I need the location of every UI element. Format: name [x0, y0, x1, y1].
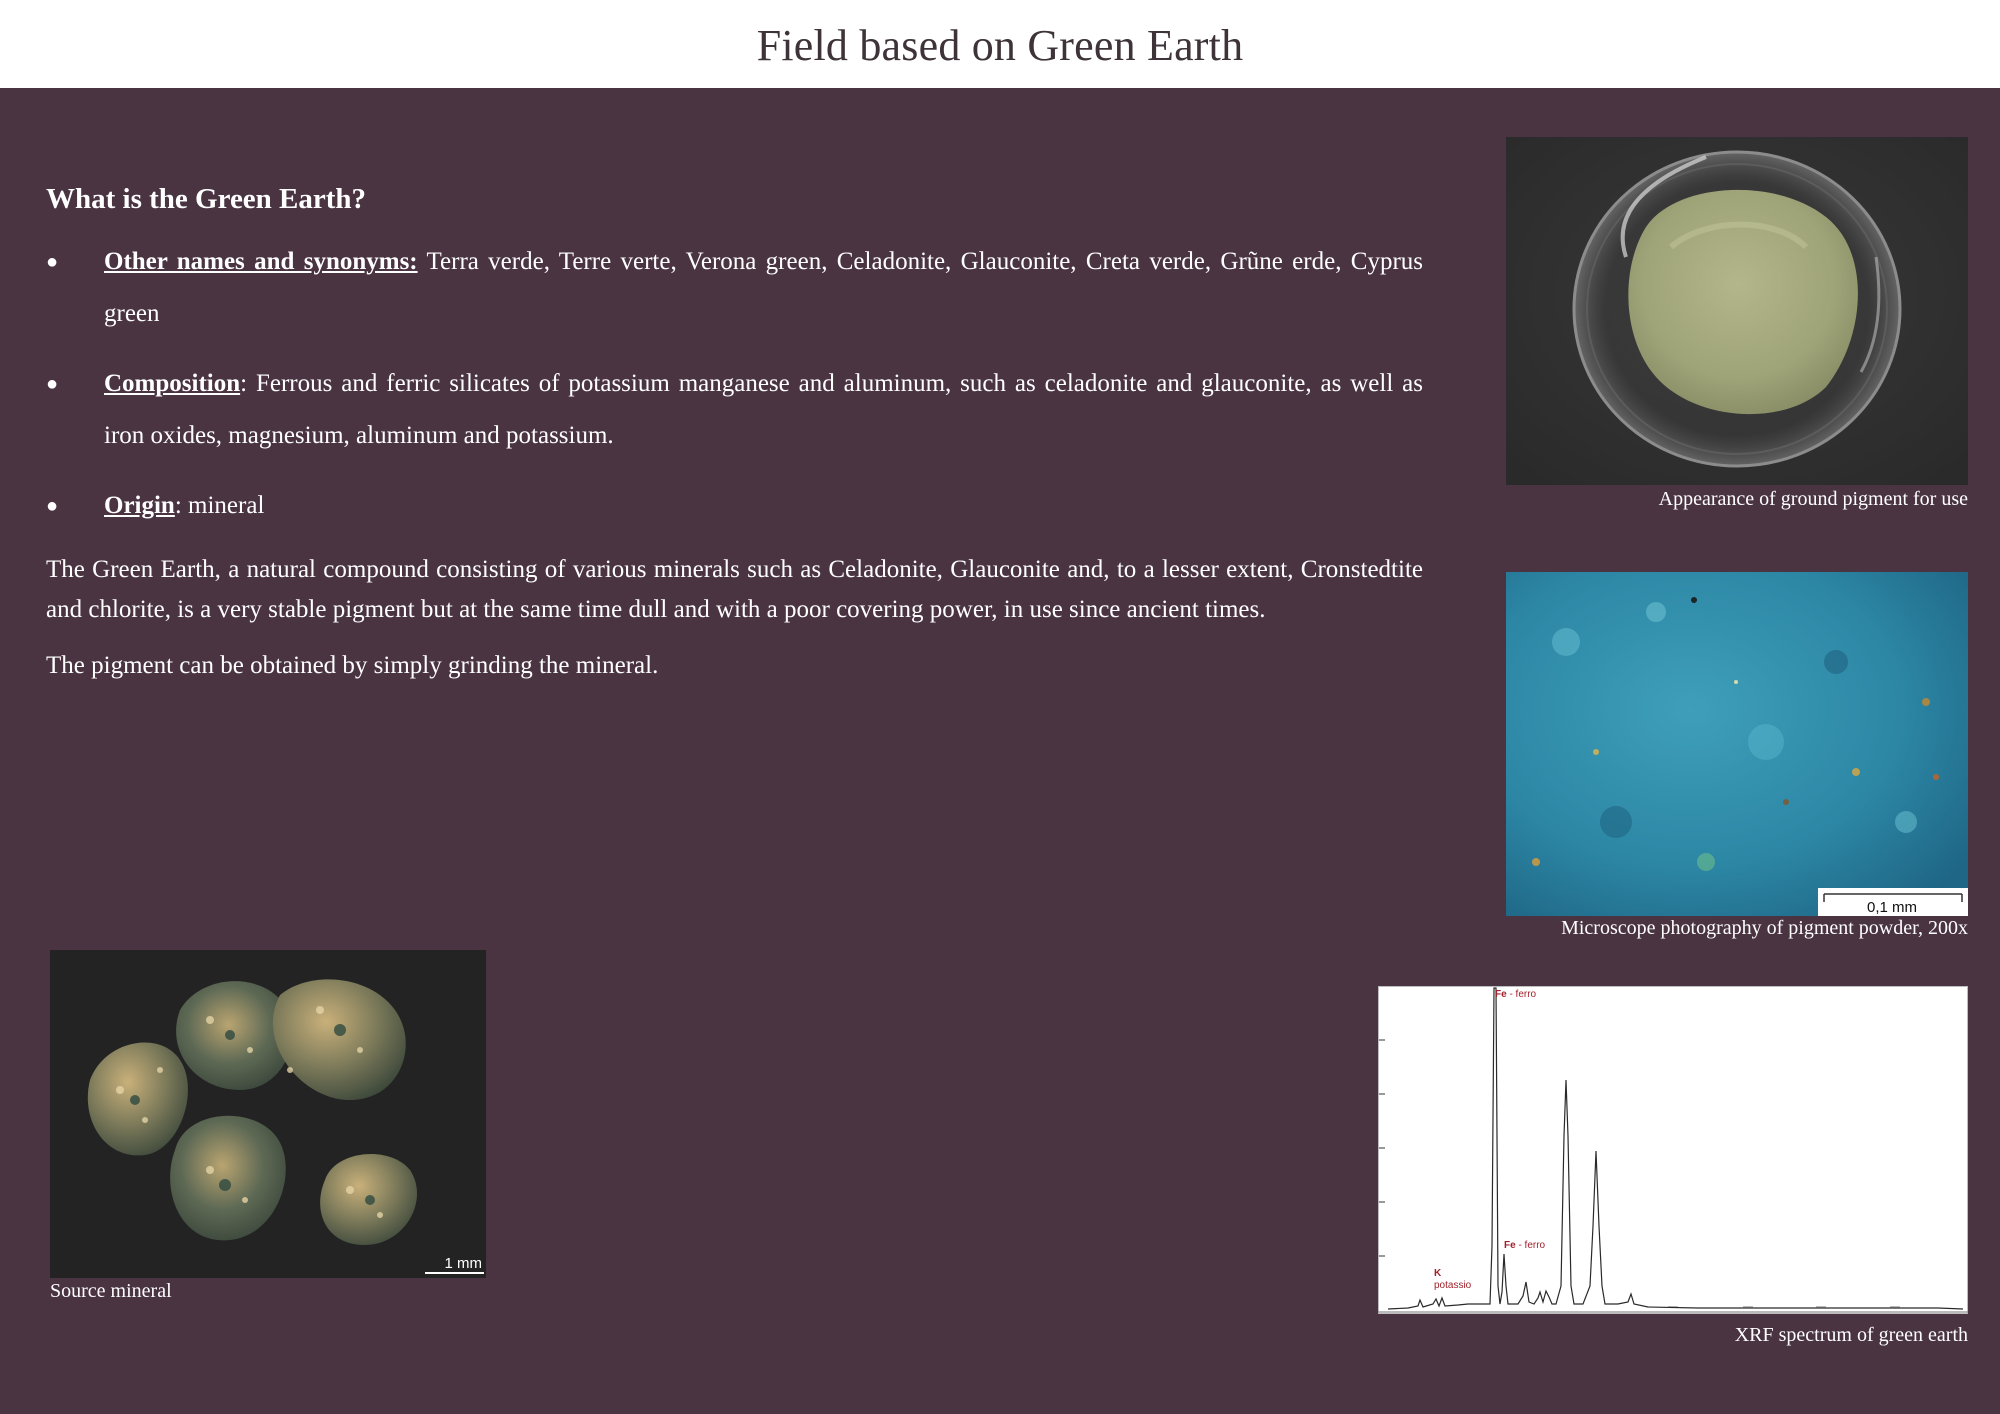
property-item-origin: [46, 480, 1423, 532]
bullet-icon: ●: [46, 251, 59, 273]
text-column: [46, 183, 1423, 702]
property-label: Other names and synonyms:: [104, 248, 418, 275]
bullet-icon: ●: [46, 373, 59, 395]
xrf-peak-name: - ferro: [1506, 989, 1537, 1000]
description-paragraph: The Green Earth, a natural compound consisting of various minerals such as Celadonite, Glauconite and, to a lesser extent, Cronstedtite and chlorite, is a very stable pigment but at the same time dull and with a poor covering power, in use since ancient times.: [46, 556, 1423, 623]
property-value: : mineral: [174, 492, 265, 519]
pigment-dish-image: [1506, 137, 1968, 485]
content-panel: [0, 88, 2000, 1414]
xrf-peak-name: - ferro: [1515, 1240, 1546, 1251]
property-item-synonyms: [46, 236, 1423, 340]
section-heading: What is the Green Earth?: [46, 183, 367, 215]
xrf-peak-element: Fe: [1504, 1240, 1516, 1251]
preparation-paragraph: The pigment can be obtained by simply grinding the mineral.: [46, 652, 659, 679]
microscope-image: [1506, 572, 1968, 916]
page-header: [0, 0, 2000, 88]
property-value: : Ferrous and ferric silicates of potassium manganese and aluminum, such as celadonite and glauconite, as well as iron oxides, magnesium, aluminum and potassium.: [104, 370, 1423, 449]
property-item-composition: [46, 358, 1423, 462]
property-list: [46, 236, 1423, 532]
property-label: Composition: [104, 370, 241, 397]
microscope-caption: Microscope photography of pigment powder, 200x: [1561, 917, 1968, 939]
property-label: Origin: [104, 492, 175, 519]
pigment-dish-photo: [1506, 137, 1968, 485]
xrf-peak-label-k-name: potassio: [1434, 1280, 1472, 1291]
source-mineral-photo: [50, 950, 486, 1278]
property-value: Terra verde, Terre verte, Verona green, Celadonite, Glauconite, Creta verde, Grũne erde, Cyprus green: [104, 248, 1423, 327]
microscope-scale-label: 0,1 mm: [1866, 899, 1918, 916]
source-mineral-image: [50, 950, 486, 1278]
page-title: Field based on Green Earth: [756, 20, 1244, 70]
bullet-icon: ●: [46, 495, 59, 517]
pigment-caption: Appearance of ground pigment for use: [1658, 488, 1968, 510]
microscope-photo: [1506, 572, 1968, 916]
xrf-spectrum-figure: [1378, 986, 1968, 1314]
xrf-spectrum-chart: [1378, 986, 1968, 1314]
xrf-peak-label-fe-secondary: [1504, 1240, 1546, 1251]
xrf-peak-label-k-element: K: [1434, 1268, 1442, 1279]
xrf-peak-label-fe-main: [1495, 989, 1537, 1000]
xrf-peak-element: Fe: [1495, 989, 1507, 1000]
xrf-caption: XRF spectrum of green earth: [1734, 1324, 1968, 1346]
mineral-caption: Source mineral: [50, 1280, 172, 1302]
mineral-scale-label: 1 mm: [444, 1255, 482, 1272]
